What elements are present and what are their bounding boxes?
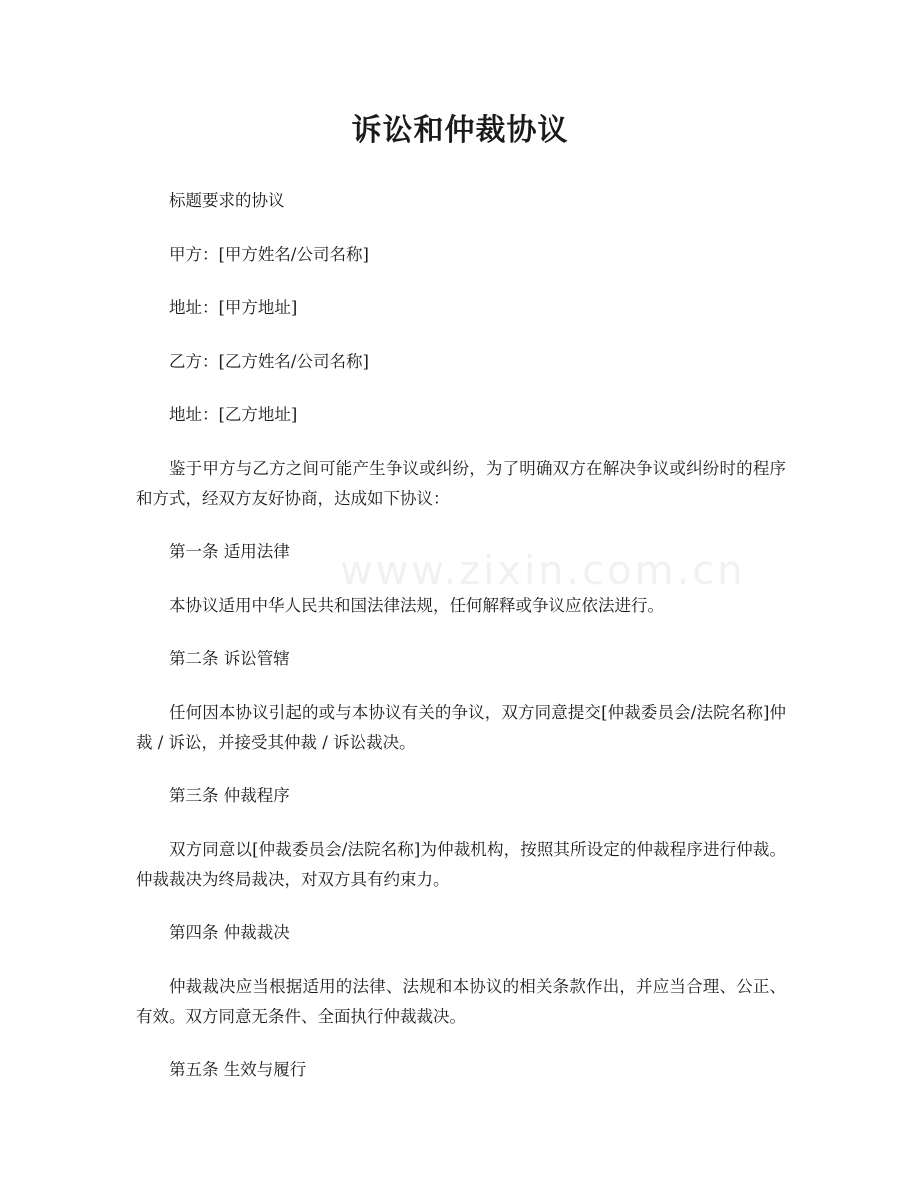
article-4-heading: 第四条 仲裁裁决 (169, 923, 290, 942)
paragraph-subtitle: 标题要求的协议 (169, 191, 285, 210)
article-2-heading: 第二条 诉讼管辖 (169, 649, 290, 668)
document-title: 诉讼和仲裁协议 (351, 113, 569, 148)
paragraph-party-b-address: 地址：[乙方地址] (169, 405, 298, 424)
watermark: www.zixin.com.cn (340, 548, 746, 594)
document-body (136, 186, 786, 1085)
article-4-body: 仲裁裁决应当根据适用的法律、法规和本协议的相关条款作出，并应当合理、公正、有效。双方同意无条件、全面执行仲裁裁决。 (136, 976, 786, 1026)
article-2-body: 任何因本协议引起的或与本协议有关的争议，双方同意提交[仲裁委员会/法院名称]仲裁 / 诉讼，并接受其仲裁 / 诉讼裁决。 (136, 702, 786, 752)
article-5-heading: 第五条 生效与履行 (169, 1060, 307, 1079)
article-3-heading: 第三条 仲裁程序 (169, 786, 290, 805)
article-1-heading: 第一条 适用法律 (169, 542, 290, 561)
article-3-body: 双方同意以[仲裁委员会/法院名称]为仲裁机构，按照其所设定的仲裁程序进行仲裁。仲裁裁决为终局裁决，对双方具有约束力。 (136, 839, 786, 889)
paragraph-party-a: 甲方：[甲方姓名/公司名称] (169, 244, 369, 264)
paragraph-party-b: 乙方：[乙方姓名/公司名称] (169, 351, 369, 371)
paragraph-preamble: 鉴于甲方与乙方之间可能产生争议或纠纷，为了明确双方在解决争议或纠纷时的程序和方式，经双方友好协商，达成如下协议： (136, 458, 786, 508)
article-1-body: 本协议适用中华人民共和国法律法规，任何解释或争议应依法进行。 (169, 595, 664, 615)
paragraph-party-a-address: 地址：[甲方地址] (169, 298, 298, 317)
